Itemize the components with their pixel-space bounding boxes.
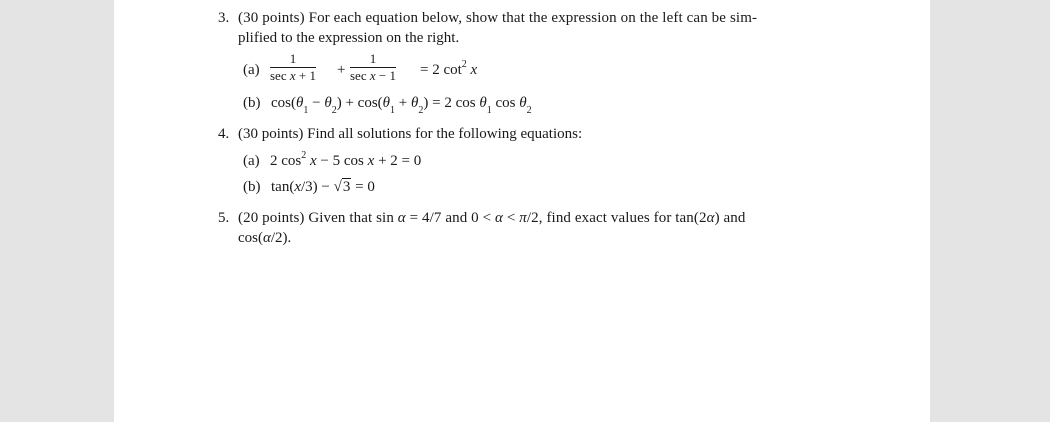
- problem-3a-label: (a): [243, 62, 260, 78]
- radical-sign: √: [333, 179, 342, 195]
- problem-3a-rhs: = 2 $\cot^2 x$: [420, 59, 478, 78]
- radicand: 3: [342, 179, 351, 195]
- fraction-1: [270, 51, 316, 84]
- problem-4a-label: (a): [243, 153, 260, 169]
- problem-5-text-line2: cos(α/2).: [238, 230, 292, 246]
- problem-5-text-line1: (20 points) Given that sin α = 4/7 and 0 < α < π/2, find exact values for tan(2α) and: [238, 210, 746, 226]
- fraction-1-numerator: 1: [289, 51, 297, 66]
- document-page: [114, 0, 930, 422]
- plus-sign: +: [337, 62, 346, 78]
- problem-5-number: 5.: [218, 210, 230, 226]
- fraction-1-denominator: sec x + 1: [270, 68, 316, 83]
- fraction-2: [350, 51, 396, 84]
- problem-4b-label: (b): [243, 179, 261, 195]
- fraction-2-denominator: sec x − 1: [350, 68, 396, 83]
- problem-4b-equation: tan(x/3) − √3 = 0: [271, 179, 375, 195]
- problem-3-number: 3.: [218, 10, 230, 26]
- problem-4-text-line1: (30 points) Find all solutions for the following equations:: [238, 126, 583, 142]
- problem-4-number: 4.: [218, 126, 230, 142]
- problem-3b-equation: $\cos(\theta_1 - \theta_2) + \cos(\theta_1 + \theta_2) = 2$ $\cos \theta_1$ $\cos \theta_2$: [271, 95, 532, 116]
- fraction-2-numerator: 1: [369, 51, 377, 66]
- problem-3b-label: (b): [243, 95, 261, 111]
- problem-3-text-line2: plified to the expression on the right.: [238, 30, 460, 46]
- square-root: [334, 177, 352, 197]
- problem-4a-equation: 2 $\cos^2 x - 5$ cos x + 2 = 0: [270, 150, 422, 169]
- problem-3-text-line1: (30 points) For each equation below, show that the expression on the left can be sim-: [238, 10, 758, 26]
